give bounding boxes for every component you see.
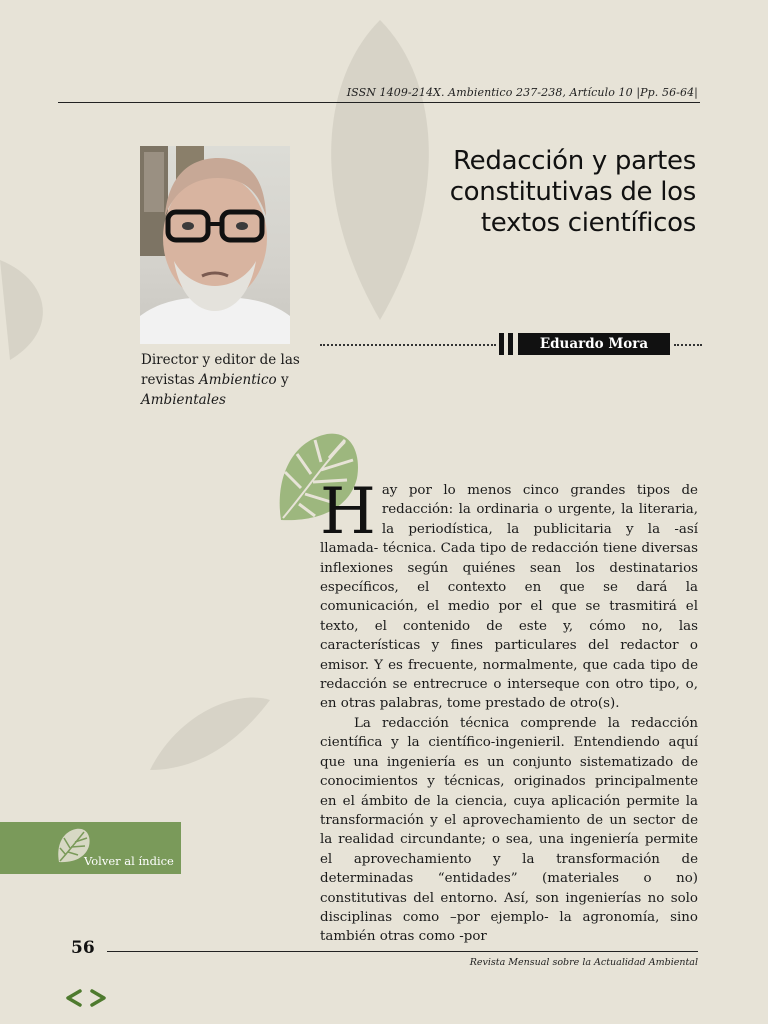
magazine-tagline: Revista Mensual sobre la Actualidad Ambiental xyxy=(469,957,698,968)
chevron-right-icon[interactable] xyxy=(88,987,108,1009)
issn-reference: ISSN 1409-214X. Ambientico 237-238, Artículo 10 |Pp. 56-64| xyxy=(346,86,698,99)
background-leaf-icon xyxy=(150,690,270,780)
chevron-left-icon[interactable] xyxy=(64,987,84,1009)
paragraph-text: ay por lo menos cinco grandes tipos de redacción: la ordinaria o urgente, la literaria, la periodística, la publicitaria y la -así llamada- técnica. Cada tipo de redacción tiene diversas inflexiones según quiénes sean los destinatarios específicos, el contexto en que se dará la comunicación, el medio por el que se trasmitirá el texto, el contenido de este y, cómo no, las características y fines particulares del redactor o emisor. Y es frecuente, normalmente, que cada tipo de redacción se entrecruce o interseque con otro tipo, o, en otras palabras, tome prestado de otro(s). xyxy=(320,483,698,712)
header-rule xyxy=(58,102,700,103)
divider-dots-left xyxy=(320,344,496,346)
author-name: Eduardo Mora xyxy=(518,333,670,355)
article-title: Redacción y partes constitutivas de los textos científicos xyxy=(449,146,696,238)
paragraph: La redacción técnica comprende la redacción científica y la científico-ingenieril. Entendiendo aquí que una ingeniería es un conjunto sistematizado de conocimientos y técnicas, originados principalmente en el ámbito de la ciencia, cuya aplicación permite la transformación y el aprovechamiento de un sector de la realidad circundante; o sea, una ingeniería permite el aprovechamiento y la transformación de determinadas “entidades” (materiales o no) constitutivas del entorno. Así, son ingenierías no solo disciplinas como –por ejemplo- la agronomía, sino también otras como -por xyxy=(320,715,698,945)
divider-bars xyxy=(499,333,515,355)
author-photo xyxy=(140,146,290,344)
page-number: 56 xyxy=(71,938,95,958)
divider-dots-right xyxy=(674,344,702,346)
caption-italic-magazine-2: Ambientales xyxy=(141,392,226,408)
article-body xyxy=(320,475,698,947)
drop-cap: H xyxy=(320,475,376,549)
caption-italic-magazine-1: Ambientico xyxy=(199,372,277,388)
author-caption xyxy=(141,350,311,410)
page-navigation xyxy=(64,987,114,1011)
paragraph xyxy=(320,475,698,714)
back-to-index-button[interactable] xyxy=(0,822,181,874)
caption-line: Director y editor de las revistas xyxy=(141,352,300,388)
back-to-index-label: Volver al índice xyxy=(84,854,174,868)
footer-rule xyxy=(107,951,698,952)
caption-conjunction: y xyxy=(280,372,289,388)
background-leaf-icon xyxy=(0,250,60,370)
